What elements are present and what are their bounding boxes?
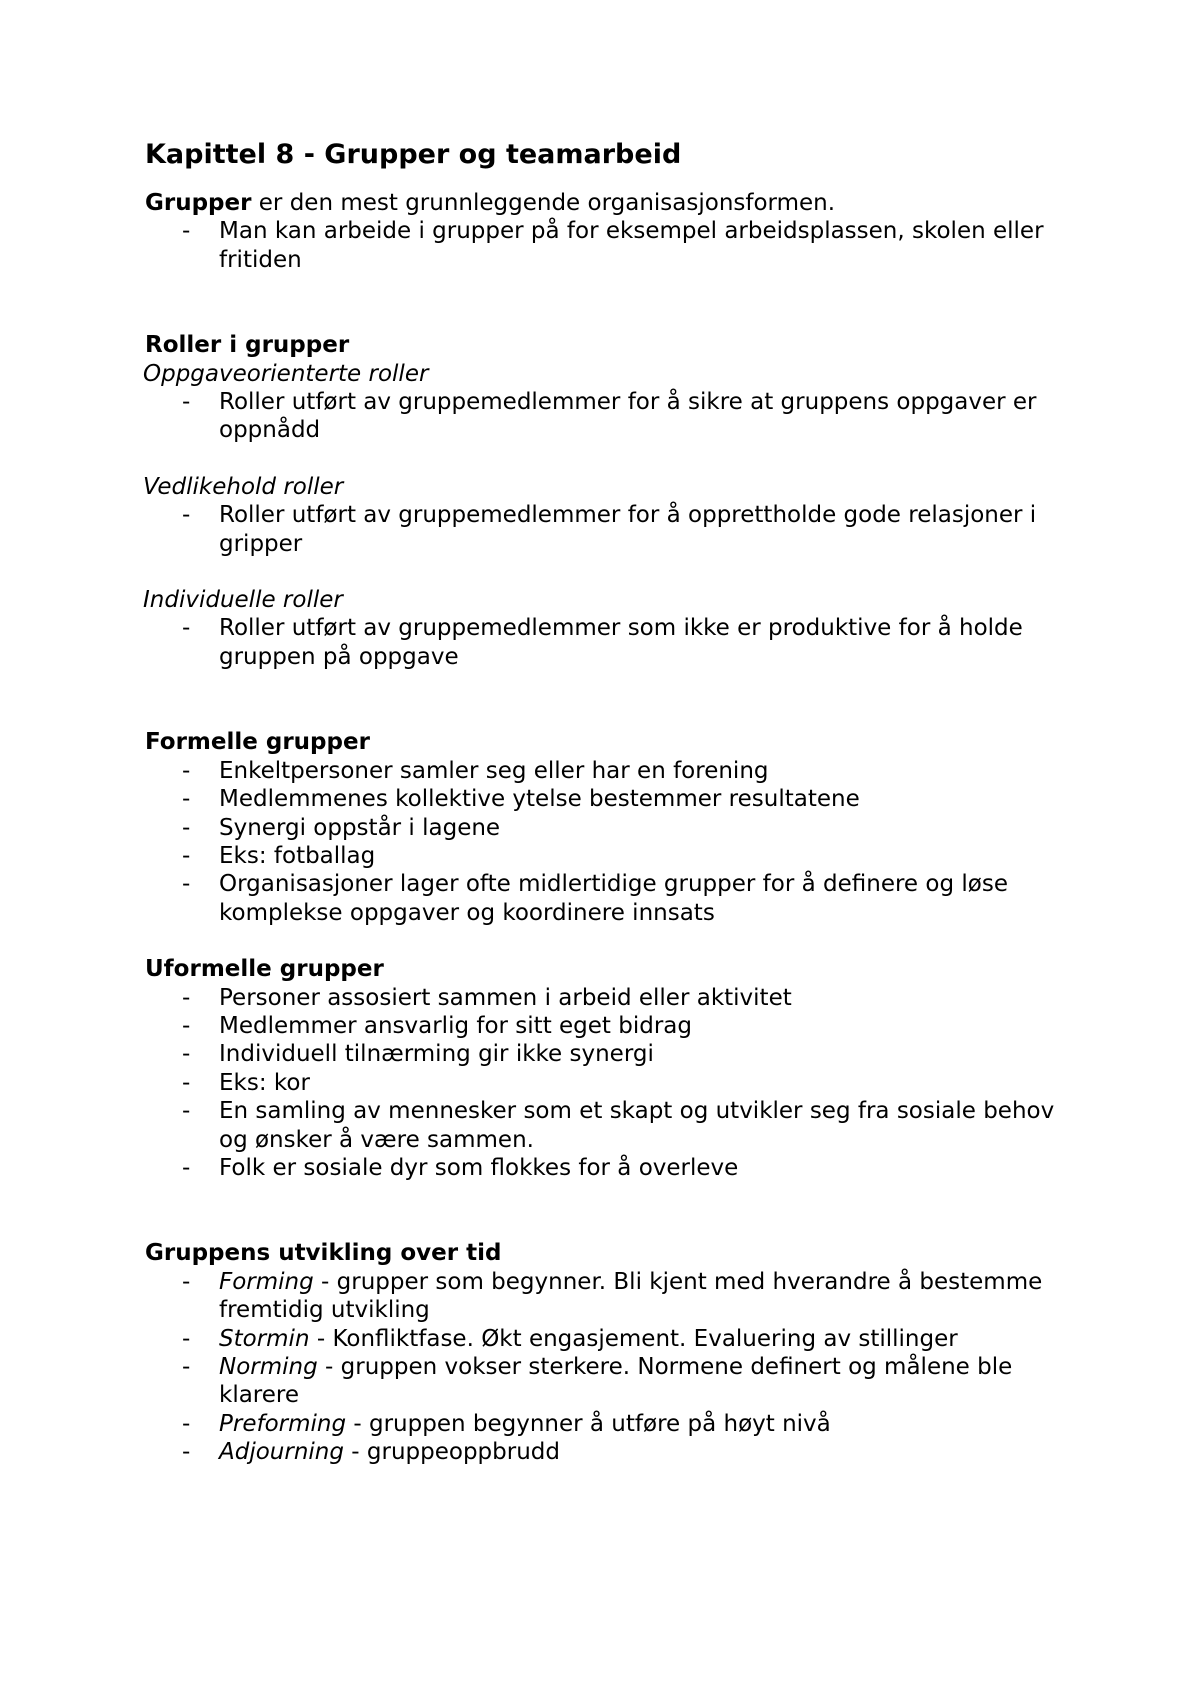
list-item-text: Synergi oppstår i lagene [219, 814, 501, 841]
list-item-text: Medlemmenes kollektive ytelse bestemmer resultatene [219, 786, 860, 813]
stage-text: - Konfliktfase. Økt engasjement. Evaluering av stillinger [309, 1325, 958, 1352]
list-item-text: Roller utført av gruppemedlemmer for å opprettholde gode relasjoner i gripper [219, 502, 1037, 557]
spacer [145, 671, 1085, 728]
dash-bullet: - [182, 615, 191, 642]
spacer [145, 274, 1085, 331]
list-item-text: Medlemmer ansvarlig for sitt eget bidrag [219, 1012, 692, 1039]
list-item-text: Folk er sosiale dyr som flokkes for å overleve [219, 1154, 739, 1181]
list-item [145, 501, 1085, 558]
roller-list-3 [145, 614, 1085, 671]
list-item-text: Personer assosiert sammen i arbeid eller aktivitet [219, 984, 792, 1011]
list-item-text: Organisasjoner lager ofte midlertidige grupper for å definere og løse komplekse oppgaver og koordinere innsats [219, 871, 1008, 926]
section-heading-roller: Roller i grupper [145, 332, 350, 359]
list-item [145, 388, 1085, 445]
intro-paragraph [145, 189, 1085, 217]
stage-text: - gruppen vokser sterkere. Normene definert og målene ble klarere [219, 1354, 1013, 1409]
list-item-text: Eks: kor [219, 1069, 310, 1096]
list-item [145, 842, 1085, 870]
list-item-text: Roller utført av gruppemedlemmer for å sikre at gruppens oppgaver er oppnådd [219, 389, 1037, 444]
stage-term: Adjourning [219, 1439, 344, 1466]
spacer [145, 558, 1085, 586]
intro-bold-term: Grupper [145, 190, 252, 216]
list-item [145, 1069, 1085, 1097]
uformelle-list [145, 984, 1085, 1183]
dash-bullet: - [182, 1410, 191, 1437]
subheading-vedlikehold: Vedlikehold roller [143, 473, 344, 500]
spacer [145, 927, 1085, 955]
list-item-text: Man kan arbeide i grupper på for eksempel arbeidsplassen, skolen eller fritiden [219, 218, 1044, 273]
list-item [145, 1012, 1085, 1040]
list-item [145, 1353, 1085, 1410]
dash-bullet: - [182, 984, 191, 1011]
dash-bullet: - [182, 1012, 191, 1039]
stage-term: Norming [219, 1354, 318, 1380]
intro-text: er den mest grunnleggende organisasjonsformen. [251, 190, 836, 216]
list-item [145, 1410, 1085, 1438]
list-item [145, 1097, 1085, 1154]
list-item [145, 1154, 1085, 1182]
dash-bullet: - [182, 1154, 191, 1181]
dash-bullet: - [182, 389, 191, 416]
formelle-list [145, 757, 1085, 927]
list-item-text: Individuell tilnærming gir ikke synergi [219, 1041, 654, 1068]
spacer [145, 1182, 1085, 1239]
stage-text: - gruppeoppbrudd [343, 1439, 560, 1466]
section-heading-uformelle: Uformelle grupper [145, 956, 384, 983]
subheading-oppgaveorienterte: Oppgaveorienterte roller [143, 360, 429, 387]
list-item [145, 814, 1085, 842]
list-item [145, 1268, 1085, 1325]
section-heading-utvikling: Gruppens utvikling over tid [145, 1240, 502, 1267]
dash-bullet: - [182, 1325, 191, 1352]
roller-list-1 [145, 388, 1085, 445]
subheading-individuelle: Individuelle roller [143, 587, 343, 614]
list-item-text: En samling av mennesker som et skapt og utvikler seg fra sosiale behov og ønsker å være sammen. [219, 1098, 1055, 1153]
document-title: Kapittel 8 - Grupper og teamarbeid [145, 139, 682, 170]
dash-bullet: - [182, 1098, 191, 1125]
dash-bullet: - [182, 218, 191, 245]
stage-term: Forming [219, 1268, 314, 1295]
stage-text: - grupper som begynner. Bli kjent med hverandre å bestemme fremtidig utvikling [219, 1268, 1043, 1324]
list-item [145, 870, 1085, 927]
dash-bullet: - [182, 1439, 191, 1466]
section-heading-formelle: Formelle grupper [145, 729, 370, 756]
list-item-text: Eks: fotballag [219, 842, 376, 869]
list-item [145, 1325, 1085, 1353]
utvikling-list [145, 1268, 1085, 1467]
list-item [145, 757, 1085, 785]
list-item [145, 785, 1085, 813]
dash-bullet: - [182, 842, 191, 869]
list-item-text: Enkeltpersoner samler seg eller har en forening [219, 757, 769, 784]
stage-term: Preforming [219, 1410, 347, 1437]
dash-bullet: - [182, 871, 191, 898]
dash-bullet: - [182, 786, 191, 813]
dash-bullet: - [182, 1354, 191, 1380]
dash-bullet: - [182, 1041, 191, 1068]
dash-bullet: - [182, 757, 191, 784]
intro-list [145, 217, 1085, 274]
dash-bullet: - [182, 1069, 191, 1096]
dash-bullet: - [182, 814, 191, 841]
list-item [145, 614, 1085, 671]
list-item [145, 217, 1085, 274]
dash-bullet: - [182, 1268, 191, 1295]
stage-text: - gruppen begynner å utføre på høyt nivå [346, 1410, 831, 1437]
list-item [145, 984, 1085, 1012]
spacer [145, 445, 1085, 473]
list-item [145, 1438, 1085, 1466]
stage-term: Stormin [219, 1325, 310, 1352]
list-item-text: Roller utført av gruppemedlemmer som ikke er produktive for å holde gruppen på oppgave [219, 615, 1023, 670]
dash-bullet: - [182, 502, 191, 529]
document-page [145, 137, 1085, 1467]
roller-list-2 [145, 501, 1085, 558]
list-item [145, 1040, 1085, 1068]
